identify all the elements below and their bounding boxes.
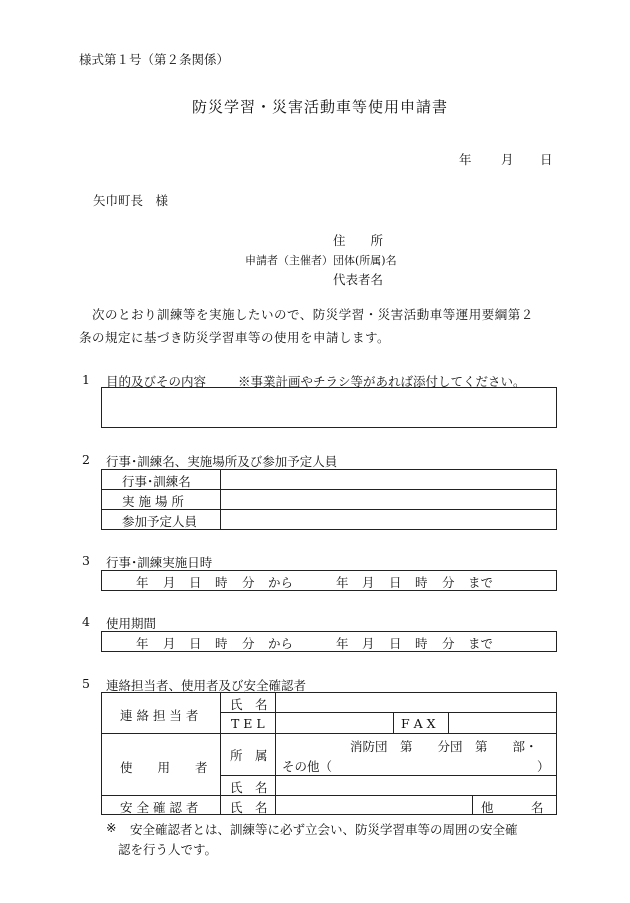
footnote-line-2: 認を行う人です。 [118, 842, 218, 857]
dt1-year: 年 [136, 575, 149, 590]
dt2-year: 年 [136, 636, 149, 651]
section1-note: ※事業計画やチラシ等があれば添付してください。 [238, 374, 526, 389]
venue-field[interactable] [222, 490, 556, 508]
dt1-minute: 分 [242, 575, 255, 590]
dt1-minute2: 分 [442, 575, 455, 590]
dt2-minute: 分 [242, 636, 255, 651]
user-name-field[interactable] [277, 776, 555, 794]
section1-title: 目的及びその内容 [106, 374, 207, 389]
dt2-until: まで [468, 636, 494, 651]
fax-label: F A X [401, 716, 436, 731]
dt1-day2: 日 [389, 575, 402, 590]
form-number: 様式第１号（第２条関係） [79, 52, 230, 67]
contact-name-label: 氏 名 [230, 697, 268, 712]
tel-label: T E L [231, 716, 265, 731]
dt1-hour: 時 [215, 575, 228, 590]
fax-field[interactable] [450, 713, 555, 732]
representative-label: 代表者名 [333, 272, 384, 287]
dt1-from: から [268, 575, 294, 590]
body-line-1: 次のとおり訓練等を実施したいので、防災学習・災害活動車等運用要綱第２ [92, 307, 534, 322]
fire-brigade-line: 消防団 第 分団 第 部・ [350, 739, 538, 754]
section5-number: 5 [82, 676, 90, 691]
dt2-minute2: 分 [442, 636, 455, 651]
page-title: 防災学習・災害活動車等使用申請書 [192, 98, 449, 116]
dt2-hour2: 時 [415, 636, 428, 651]
body-line-2: 条の規定に基づき防災学習車等の使用を申請します。 [79, 330, 391, 345]
date-month: 月 [501, 152, 514, 167]
addressee: 矢巾町長 様 [93, 193, 169, 208]
section5-title: 連絡担当者、使用者及び安全確認者 [106, 678, 307, 693]
body-paragraph [79, 303, 559, 349]
dt2-day: 日 [189, 636, 202, 651]
footnote-line-1: 安全確認者とは、訓練等に必ず立会い、防災学習車等の周囲の安全確 [130, 822, 518, 837]
other-label: その他（ [282, 759, 333, 774]
address-label: 住 所 [333, 233, 384, 248]
safety-name-field[interactable] [277, 796, 471, 814]
contact-name-field[interactable] [277, 693, 555, 711]
dt1-month2: 月 [362, 575, 375, 590]
section3-title: 行事･訓練実施日時 [106, 555, 213, 570]
section2-number: 2 [82, 452, 90, 467]
date-year: 年 [459, 152, 472, 167]
contact-person-label: 連 絡 担 当 者 [120, 708, 199, 723]
dt1-month: 月 [163, 575, 176, 590]
dt2-month2: 月 [362, 636, 375, 651]
user-name-label: 氏 名 [230, 780, 268, 795]
venue-label: 実 施 場 所 [122, 494, 184, 509]
section2-title: 行事･訓練名、実施場所及び参加予定人員 [106, 454, 338, 469]
date-day: 日 [540, 152, 553, 167]
section3-number: 3 [82, 553, 90, 568]
dt2-year2: 年 [336, 636, 349, 651]
others-count-label: 他 名 [481, 800, 544, 815]
user-label: 使 用 者 [120, 760, 208, 775]
dt1-day: 日 [189, 575, 202, 590]
dt2-from: から [268, 636, 294, 651]
safety-name-label: 氏 名 [230, 800, 268, 815]
dt1-hour2: 時 [415, 575, 428, 590]
dt2-month: 月 [163, 636, 176, 651]
section4-number: 4 [82, 614, 90, 629]
dt2-hour: 時 [215, 636, 228, 651]
section4-title: 使用期間 [106, 616, 157, 631]
participants-field[interactable] [222, 510, 556, 529]
affiliation-label: 所 属 [230, 748, 268, 763]
safety-officer-label: 安 全 確 認 者 [120, 800, 199, 815]
tel-field[interactable] [277, 713, 391, 732]
purpose-field[interactable] [101, 387, 557, 428]
event-name-label: 行事･訓練名 [122, 474, 191, 489]
footnote-mark: ※ [106, 820, 117, 835]
dt1-year2: 年 [336, 575, 349, 590]
other-close: ） [537, 759, 550, 774]
dt2-day2: 日 [389, 636, 402, 651]
section1-number: 1 [82, 372, 90, 387]
applicant-group-label: 申請者（主催者）団体(所属)名 [245, 254, 397, 267]
event-name-field[interactable] [222, 470, 556, 488]
participants-label: 参加予定人員 [122, 514, 198, 529]
dt1-until: まで [468, 575, 494, 590]
